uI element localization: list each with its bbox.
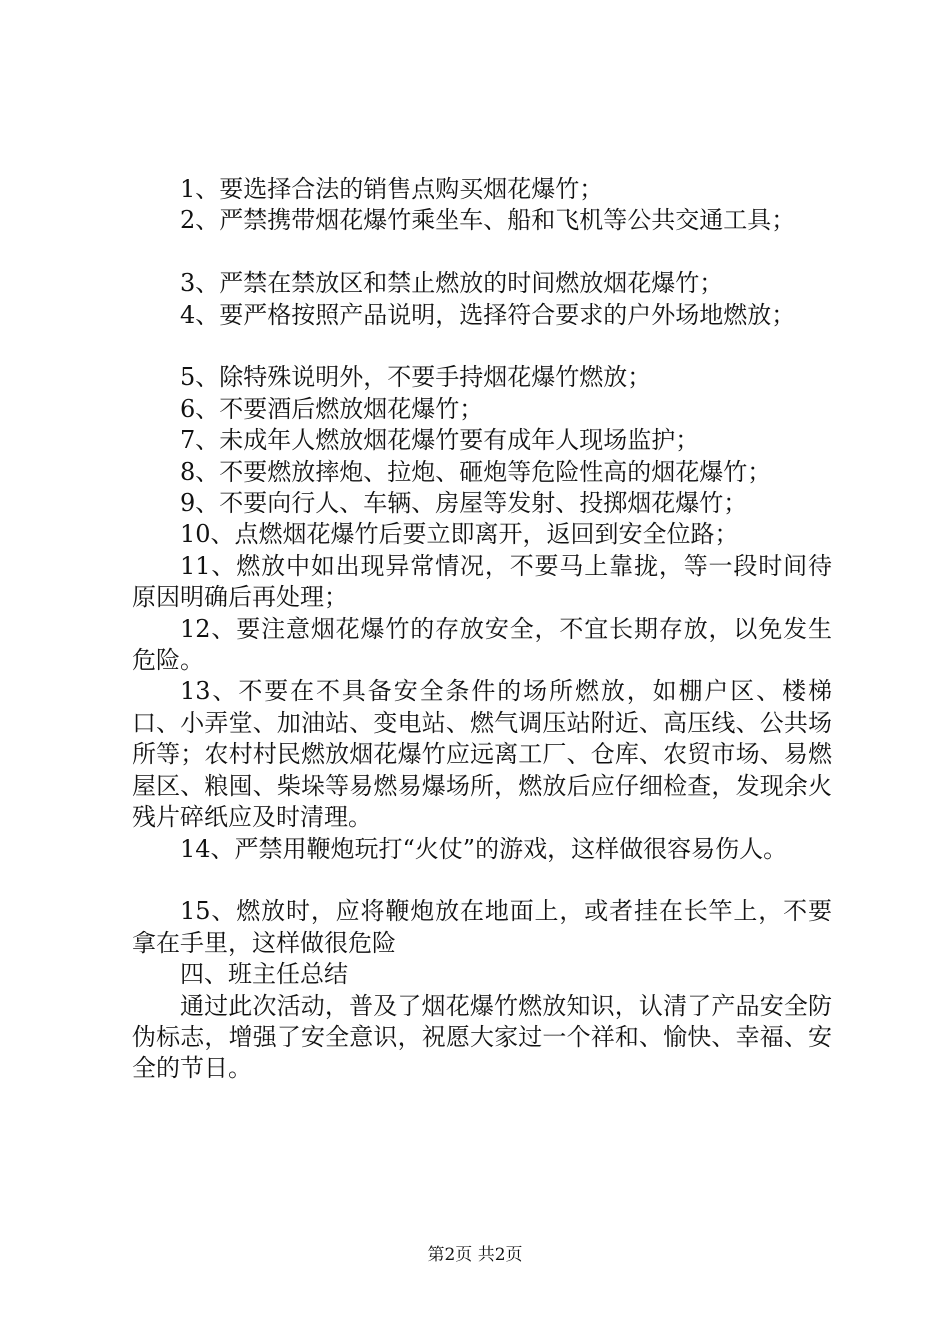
paragraph-item-7: 7、未成年人燃放烟花爆竹要有成年人现场监护； bbox=[180, 426, 700, 455]
paragraph-item-9: 9、不要向行人、车辆、房屋等发射、投掷烟花爆竹； bbox=[180, 489, 748, 518]
page-number-footer: 第2页 共2页 bbox=[427, 1245, 523, 1265]
paragraph-item-15: 15、燃放时，应将鞭炮放在地面上，或者挂在长竿上，不要拿在手里，这样做很危险 bbox=[132, 897, 832, 957]
document-body bbox=[132, 174, 832, 1085]
paragraph-item-2: 2、严禁携带烟花爆竹乘坐车、船和飞机等公共交通工具； bbox=[180, 206, 796, 235]
paragraph-item-1: 1、要选择合法的销售点购买烟花爆竹； bbox=[180, 175, 604, 203]
paragraph-item-3: 3、严禁在禁放区和禁止燃放的时间燃放烟花爆竹； bbox=[180, 269, 724, 298]
paragraph-item-5: 5、除特殊说明外，不要手持烟花爆竹燃放； bbox=[180, 363, 652, 392]
paragraph-item-12: 12、要注意烟花爆竹的存放安全，不宜长期存放，以免发生危险。 bbox=[132, 614, 832, 675]
section-heading-summary: 四、班主任总结 bbox=[180, 960, 348, 989]
summary-paragraph: 通过此次活动，普及了烟花爆竹燃放知识，认清了产品安全防伪标志，增强了安全意识，祝愿大家过一个祥和、愉快、幸福、安全的节日。 bbox=[132, 991, 832, 1083]
paragraph-item-6: 6、不要酒后燃放烟花爆竹； bbox=[180, 394, 484, 423]
paragraph-item-13: 13、不要在不具备安全条件的场所燃放，如棚户区、楼梯口、小弄堂、加油站、变电站、燃气调压站附近、高压线、公共场所等；农村村民燃放烟花爆竹应远离工厂、仓库、农贸市场、易燃屋区、粮囤、柴垛等易燃易爆场所，燃放后应仔细检查，发现余火残片碎纸应及时清理。 bbox=[132, 677, 832, 832]
paragraph-item-10: 10、点燃烟花爆竹后要立即离开，返回到安全位路； bbox=[180, 520, 739, 549]
paragraph-item-14: 14、严禁用鞭炮玩打“火仗”的游戏，这样做很容易伤人。 bbox=[180, 834, 788, 863]
paragraph-item-8: 8、不要燃放摔炮、拉炮、砸炮等危险性高的烟花爆竹； bbox=[180, 457, 772, 486]
paragraph-item-11: 11、燃放中如出现异常情况，不要马上靠拢，等一段时间待原因明确后再处理； bbox=[132, 551, 832, 612]
paragraph-item-4: 4、要严格按照产品说明，选择符合要求的户外场地燃放； bbox=[180, 300, 796, 329]
